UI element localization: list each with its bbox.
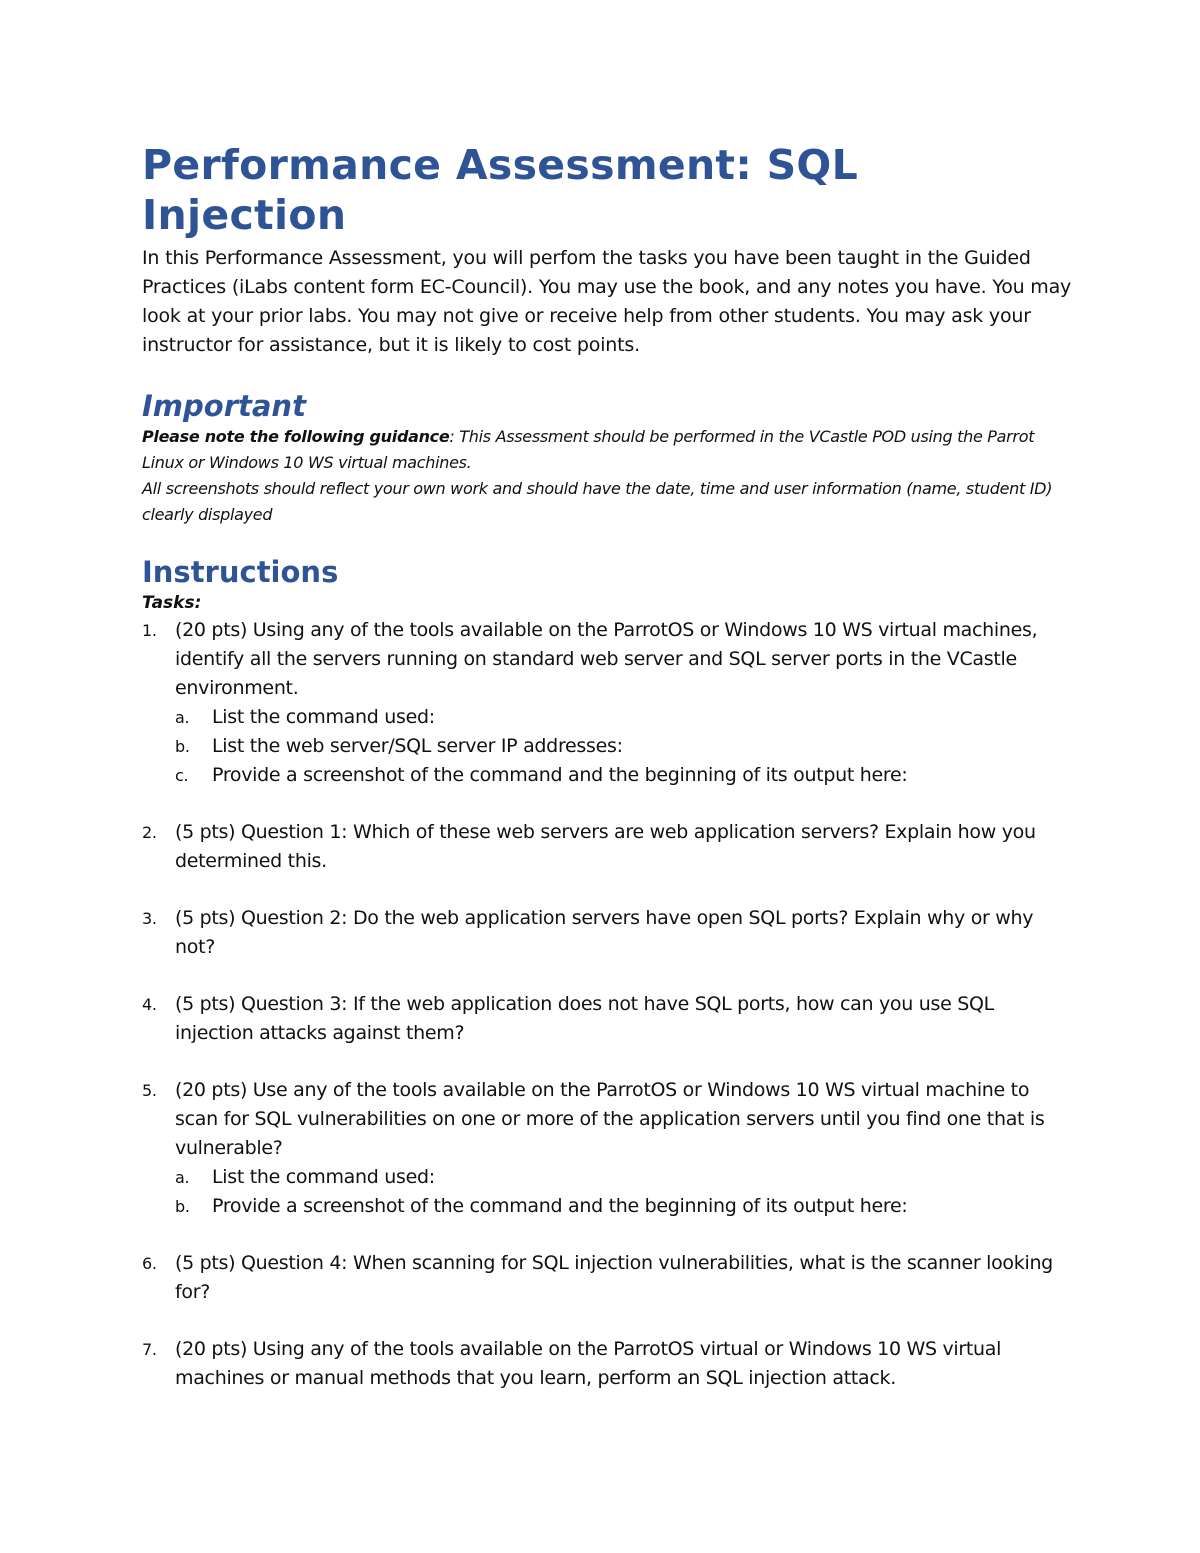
task-item-1 (142, 616, 1072, 790)
task-text: (20 pts) Using any of the tools available on the ParrotOS virtual or Windows 10 WS virtual machines or manual methods that you learn, perform an SQL injection attack. (175, 1338, 1002, 1389)
task-number: 4. (142, 995, 157, 1014)
task-text: (20 pts) Using any of the tools available on the ParrotOS or Windows 10 WS virtual machines, identify all the servers running on standard web server and SQL server ports in the VCastle environment. (175, 619, 1038, 699)
subtask-text: List the command used: (212, 706, 435, 728)
document-title: Performance Assessment: SQL Injection (142, 141, 859, 239)
subtask-text: Provide a screenshot of the command and the beginning of its output here: (212, 1195, 908, 1217)
task-number: 3. (142, 909, 157, 928)
subtask-letter: a. (175, 1168, 190, 1187)
subtask-text: Provide a screenshot of the command and the beginning of its output here: (212, 764, 908, 786)
task-text: (5 pts) Question 4: When scanning for SQL injection vulnerabilities, what is the scanner looking for? (175, 1252, 1053, 1303)
subtask-text: List the command used: (212, 1166, 435, 1188)
task-text: (5 pts) Question 1: Which of these web servers are web application servers? Explain how you determined this. (175, 821, 1036, 872)
subtask-item (175, 761, 1072, 790)
task-list (142, 616, 1072, 1393)
subtask-letter: c. (175, 766, 189, 785)
important-heading: Important (142, 389, 306, 423)
task-number: 5. (142, 1081, 157, 1100)
instructions-heading: Instructions (142, 555, 339, 589)
subtask-item (175, 1163, 1072, 1192)
task-item-4 (142, 990, 1072, 1048)
screenshot-guidance: All screenshots should reflect your own work and should have the date, time and user information (name, student ID) clearly displayed (142, 479, 1053, 524)
subtask-letter: b. (175, 737, 190, 756)
subtask-list (175, 703, 1072, 790)
document-page (142, 140, 1072, 1393)
task-number: 7. (142, 1340, 157, 1359)
task-text: (5 pts) Question 2: Do the web application servers have open SQL ports? Explain why or why not? (175, 907, 1034, 958)
guidance-text: : This Assessment should be performed in the VCastle POD using the Parrot Linux or Windows 10 WS virtual machines. (142, 427, 1035, 472)
task-number: 2. (142, 823, 157, 842)
subtask-list (175, 1163, 1072, 1221)
task-number: 1. (142, 621, 157, 640)
task-item-3 (142, 904, 1072, 962)
task-item-5 (142, 1076, 1072, 1221)
subtask-text: List the web server/SQL server IP addresses: (212, 735, 623, 757)
subtask-letter: b. (175, 1197, 190, 1216)
task-text: (20 pts) Use any of the tools available on the ParrotOS or Windows 10 WS virtual machine to scan for SQL vulnerabilities on one or more of the application servers until you find one that is vulnerable? (175, 1079, 1045, 1159)
task-item-6 (142, 1249, 1072, 1307)
guidance-paragraph (142, 424, 1072, 528)
tasks-label: Tasks: (142, 593, 202, 613)
task-text: (5 pts) Question 3: If the web application does not have SQL ports, how can you use SQL injection attacks against them? (175, 993, 994, 1044)
task-item-2 (142, 818, 1072, 876)
subtask-letter: a. (175, 708, 190, 727)
intro-paragraph: In this Performance Assessment, you will perfom the tasks you have been taught in the Guided Practices (iLabs content form EC-Council). You may use the book, and any notes you have. You may look at your prior labs. You may not give or receive help from other students. You may ask your instructor for assistance, but it is likely to cost points. (142, 247, 1072, 356)
task-number: 6. (142, 1254, 157, 1273)
guidance-bold-lead: Please note the following guidance (142, 427, 450, 446)
task-item-7 (142, 1335, 1072, 1393)
subtask-item (175, 732, 1072, 761)
subtask-item (175, 1192, 1072, 1221)
subtask-item (175, 703, 1072, 732)
